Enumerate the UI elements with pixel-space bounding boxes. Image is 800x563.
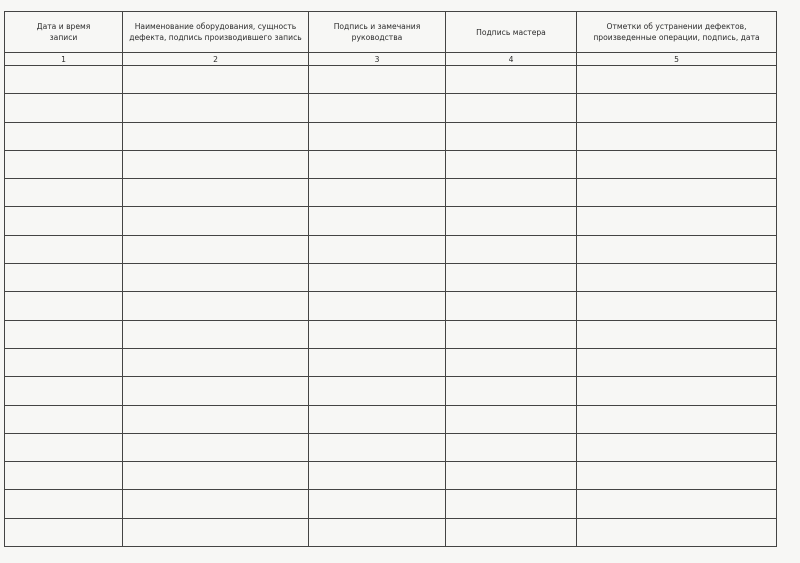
column-header-management-signature: Подпись и замечания руководства — [309, 12, 446, 53]
cell-equipment-defect[interactable] — [123, 66, 309, 94]
cell-master-signature[interactable] — [446, 462, 577, 490]
cell-equipment-defect[interactable] — [123, 207, 309, 235]
cell-management-signature[interactable] — [309, 94, 446, 122]
cell-datetime[interactable] — [5, 150, 123, 178]
cell-datetime[interactable] — [5, 377, 123, 405]
cell-management-signature[interactable] — [309, 490, 446, 518]
journal-entry-row — [5, 207, 777, 235]
column-header-master-signature: Подпись мастера — [446, 12, 577, 53]
cell-management-signature[interactable] — [309, 235, 446, 263]
cell-management-signature[interactable] — [309, 292, 446, 320]
cell-datetime[interactable] — [5, 462, 123, 490]
cell-management-signature[interactable] — [309, 179, 446, 207]
cell-defect-elimination[interactable] — [577, 94, 777, 122]
cell-master-signature[interactable] — [446, 320, 577, 348]
cell-master-signature[interactable] — [446, 518, 577, 546]
cell-master-signature[interactable] — [446, 433, 577, 461]
cell-equipment-defect[interactable] — [123, 348, 309, 376]
cell-management-signature[interactable] — [309, 264, 446, 292]
cell-equipment-defect[interactable] — [123, 490, 309, 518]
journal-entry-row — [5, 292, 777, 320]
cell-datetime[interactable] — [5, 66, 123, 94]
cell-management-signature[interactable] — [309, 207, 446, 235]
column-number: 2 — [123, 53, 309, 66]
column-header-datetime: Дата и время записи — [5, 12, 123, 53]
cell-defect-elimination[interactable] — [577, 235, 777, 263]
cell-defect-elimination[interactable] — [577, 207, 777, 235]
cell-defect-elimination[interactable] — [577, 122, 777, 150]
cell-datetime[interactable] — [5, 94, 123, 122]
cell-defect-elimination[interactable] — [577, 348, 777, 376]
cell-equipment-defect[interactable] — [123, 150, 309, 178]
cell-management-signature[interactable] — [309, 433, 446, 461]
journal-entry-row — [5, 405, 777, 433]
cell-management-signature[interactable] — [309, 518, 446, 546]
column-number: 3 — [309, 53, 446, 66]
cell-master-signature[interactable] — [446, 405, 577, 433]
journal-entry-row — [5, 348, 777, 376]
cell-defect-elimination[interactable] — [577, 179, 777, 207]
cell-datetime[interactable] — [5, 207, 123, 235]
cell-equipment-defect[interactable] — [123, 122, 309, 150]
column-header-defect-elimination: Отметки об устранении дефектов, произведенные операции, подпись, дата — [577, 12, 777, 53]
cell-datetime[interactable] — [5, 433, 123, 461]
cell-datetime[interactable] — [5, 490, 123, 518]
cell-datetime[interactable] — [5, 122, 123, 150]
defect-journal-table — [4, 11, 777, 547]
cell-defect-elimination[interactable] — [577, 292, 777, 320]
cell-equipment-defect[interactable] — [123, 433, 309, 461]
column-number-row — [5, 53, 777, 66]
journal-entry-row — [5, 122, 777, 150]
cell-defect-elimination[interactable] — [577, 405, 777, 433]
journal-entry-row — [5, 66, 777, 94]
cell-datetime[interactable] — [5, 235, 123, 263]
column-header-equipment-defect: Наименование оборудования, сущность дефекта, подпись производившего запись — [123, 12, 309, 53]
cell-datetime[interactable] — [5, 179, 123, 207]
cell-management-signature[interactable] — [309, 377, 446, 405]
cell-defect-elimination[interactable] — [577, 518, 777, 546]
cell-master-signature[interactable] — [446, 264, 577, 292]
journal-entry-row — [5, 320, 777, 348]
cell-defect-elimination[interactable] — [577, 320, 777, 348]
header-row — [5, 12, 777, 53]
cell-equipment-defect[interactable] — [123, 94, 309, 122]
cell-equipment-defect[interactable] — [123, 264, 309, 292]
cell-management-signature[interactable] — [309, 122, 446, 150]
journal-entry-row — [5, 150, 777, 178]
journal-entry-row — [5, 518, 777, 546]
cell-master-signature[interactable] — [446, 94, 577, 122]
cell-defect-elimination[interactable] — [577, 490, 777, 518]
cell-master-signature[interactable] — [446, 377, 577, 405]
cell-master-signature[interactable] — [446, 179, 577, 207]
cell-master-signature[interactable] — [446, 122, 577, 150]
cell-master-signature[interactable] — [446, 490, 577, 518]
cell-defect-elimination[interactable] — [577, 377, 777, 405]
journal-entry-row — [5, 179, 777, 207]
cell-equipment-defect[interactable] — [123, 179, 309, 207]
cell-management-signature[interactable] — [309, 462, 446, 490]
cell-equipment-defect[interactable] — [123, 518, 309, 546]
cell-management-signature[interactable] — [309, 348, 446, 376]
cell-defect-elimination[interactable] — [577, 66, 777, 94]
column-number: 1 — [5, 53, 123, 66]
cell-datetime[interactable] — [5, 264, 123, 292]
cell-equipment-defect[interactable] — [123, 405, 309, 433]
cell-master-signature[interactable] — [446, 66, 577, 94]
cell-equipment-defect[interactable] — [123, 462, 309, 490]
cell-equipment-defect[interactable] — [123, 377, 309, 405]
cell-datetime[interactable] — [5, 518, 123, 546]
cell-datetime[interactable] — [5, 292, 123, 320]
journal-entry-row — [5, 433, 777, 461]
cell-management-signature[interactable] — [309, 405, 446, 433]
cell-master-signature[interactable] — [446, 150, 577, 178]
journal-entry-row — [5, 264, 777, 292]
cell-datetime[interactable] — [5, 320, 123, 348]
cell-equipment-defect[interactable] — [123, 320, 309, 348]
cell-defect-elimination[interactable] — [577, 150, 777, 178]
journal-entry-row — [5, 462, 777, 490]
cell-defect-elimination[interactable] — [577, 264, 777, 292]
cell-management-signature[interactable] — [309, 320, 446, 348]
cell-equipment-defect[interactable] — [123, 292, 309, 320]
cell-datetime[interactable] — [5, 348, 123, 376]
cell-defect-elimination[interactable] — [577, 462, 777, 490]
cell-master-signature[interactable] — [446, 348, 577, 376]
journal-entry-row — [5, 94, 777, 122]
journal-entry-row — [5, 377, 777, 405]
cell-datetime[interactable] — [5, 405, 123, 433]
cell-master-signature[interactable] — [446, 207, 577, 235]
cell-master-signature[interactable] — [446, 292, 577, 320]
cell-master-signature[interactable] — [446, 235, 577, 263]
cell-equipment-defect[interactable] — [123, 235, 309, 263]
journal-body — [5, 66, 777, 547]
column-number: 5 — [577, 53, 777, 66]
cell-management-signature[interactable] — [309, 150, 446, 178]
journal-entry-row — [5, 490, 777, 518]
column-number: 4 — [446, 53, 577, 66]
cell-defect-elimination[interactable] — [577, 433, 777, 461]
journal-entry-row — [5, 235, 777, 263]
cell-management-signature[interactable] — [309, 66, 446, 94]
